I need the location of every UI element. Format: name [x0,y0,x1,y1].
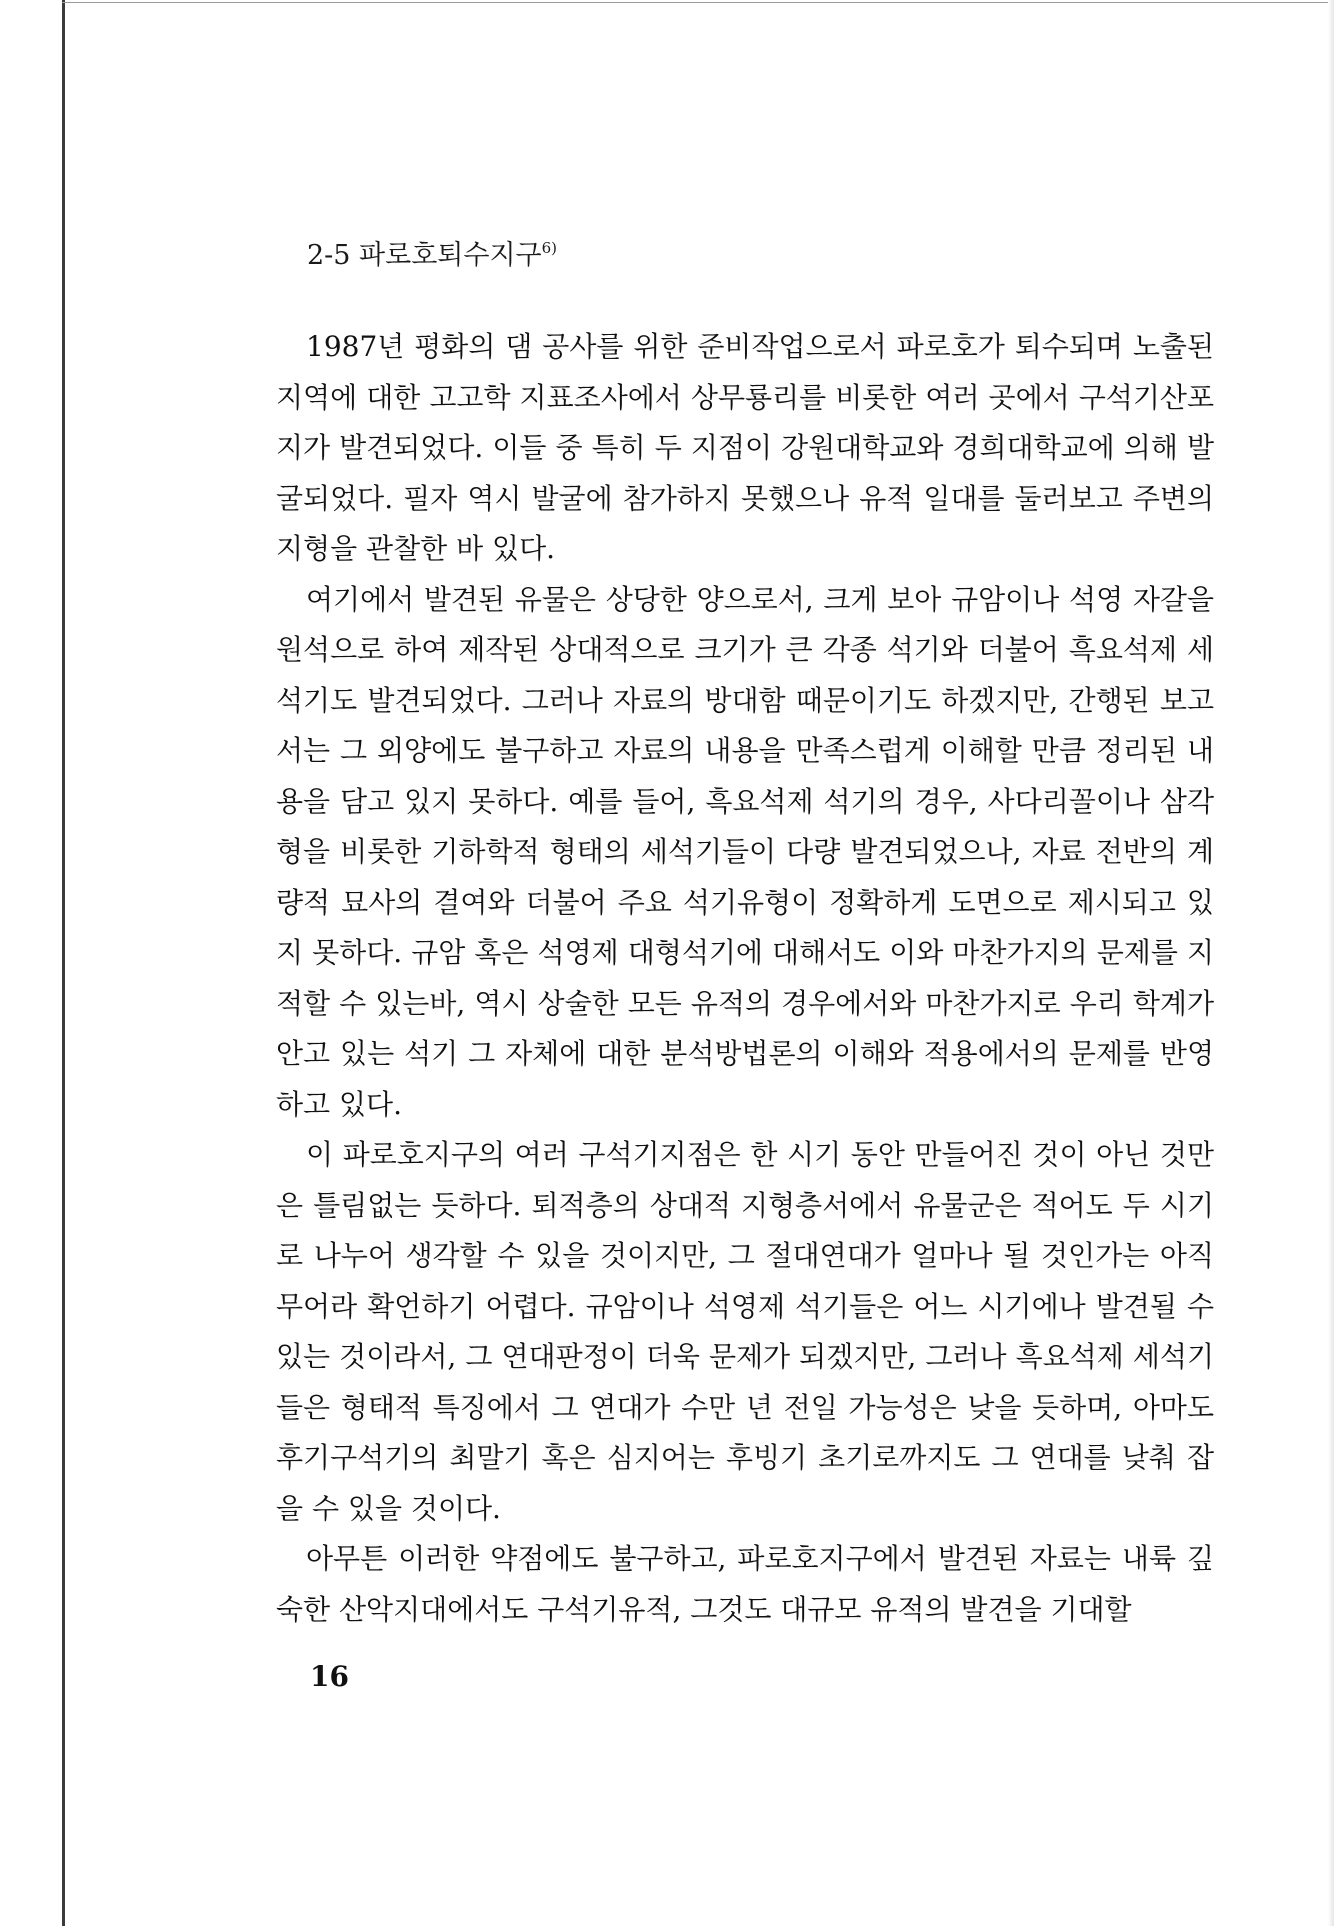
paragraph-1: 1987년 평화의 댐 공사를 위한 준비작업으로서 파로호가 퇴수되며 노출된 지역에 대한 고고학 지표조사에서 상무룡리를 비롯한 여러 곳에서 구석기산포지가 발견되었다. 이들 중 특히 두 지점이 강원대학교와 경희대학교에 의해 발굴되었다. 필자 역시 발굴에 참가하지 못했으나 유적 일대를 둘러보고 주변의 지형을 관찰한 바 있다. [276,330,1214,565]
paragraph-3: 이 파로호지구의 여러 구석기지점은 한 시기 동안 만들어진 것이 아닌 것만은 틀림없는 듯하다. 퇴적층의 상대적 지형층서에서 유물군은 적어도 두 시기로 나누어 생각할 수 있을 것이지만, 그 절대연대가 얼마나 될 것인가는 아직 무어라 확언하기 어렵다. 규암이나 석영제 석기들은 어느 시기에나 발견될 수 있는 것이라서, 그 연대판정이 더욱 문제가 되겠지만, 그러나 흑요석제 세석기들은 형태적 특징에서 그 연대가 수만 년 전일 가능성은 낮을 듯하며, 아마도 후기구석기의 최말기 혹은 심지어는 후빙기 초기로까지도 그 연대를 낮춰 잡을 수 있을 것이다. [276,1138,1214,1525]
body-text [276,322,1214,1635]
section-heading [307,228,557,276]
page-top-edge [62,2,1334,3]
paragraph-2: 여기에서 발견된 유물은 상당한 양으로서, 크게 보아 규암이나 석영 자갈을 원석으로 하여 제작된 상대적으로 크기가 큰 각종 석기와 더불어 흑요석제 세석기도 발견되었다. 그러나 자료의 방대함 때문이기도 하겠지만, 간행된 보고서는 그 외양에도 불구하고 자료의 내용을 만족스럽게 이해할 만큼 정리된 내용을 담고 있지 못하다. 예를 들어, 흑요석제 석기의 경우, 사다리꼴이나 삼각형을 비롯한 기하학적 형태의 세석기들이 다량 발견되었으나, 자료 전반의 계량적 묘사의 결여와 더불어 주요 석기유형이 정확하게 도면으로 제시되고 있지 못하다. 규암 혹은 석영제 대형석기에 대해서도 이와 마찬가지의 문제를 지적할 수 있는바, 역시 상술한 모든 유적의 경우에서와 마찬가지로 우리 학계가 안고 있는 석기 그 자체에 대한 분석방법론의 이해와 적용에서의 문제를 반영하고 있다. [276,582,1214,1121]
page-number: 16 [310,1660,349,1693]
footnote-reference: 6) [541,239,558,257]
page-right-shadow [1328,0,1334,1926]
page-binding-edge [62,0,65,1926]
paragraph-4: 아무튼 이러한 약점에도 불구하고, 파로호지구에서 발견된 자료는 내륙 깊숙한 산악지대에서도 구석기유적, 그것도 대규모 유적의 발견을 기대할 [276,1542,1214,1626]
section-heading-text: 2-5 파로호퇴수지구 [307,240,542,271]
